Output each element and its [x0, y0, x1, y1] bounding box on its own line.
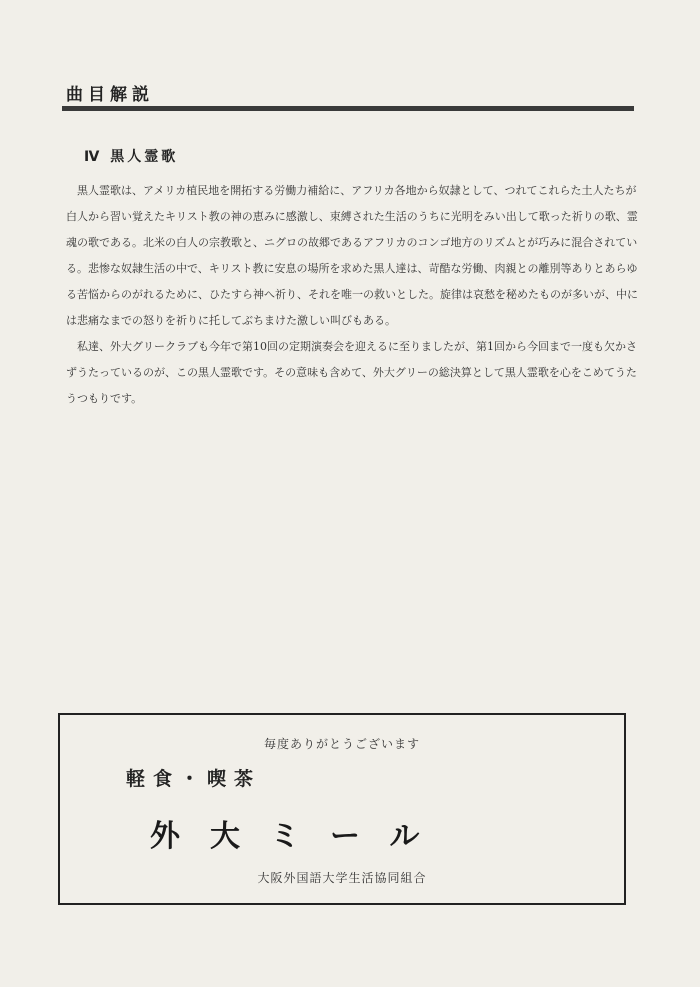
ad-greeting: 毎度ありがとうございます [263, 737, 420, 751]
title-underline-rule [62, 106, 634, 111]
ad-organization: 大阪外国語大学生活協同組合 [257, 871, 427, 885]
ad-category: 軽食・喫茶 [126, 768, 262, 790]
ad-shop-name: 外大ミール [150, 819, 450, 854]
commentary-body [66, 178, 638, 412]
page-section-title: 曲目解説 [66, 85, 154, 105]
advertisement-box [58, 713, 626, 905]
paragraph-1: 黒人霊歌は、アメリカ植民地を開拓する労働力補給に、アフリカ各地から奴隷として、つれてこれらた土人たちが白人から習い覚えたキリスト教の神の恵みに感激し、束縛された生活のうちに光明をみい出して歌った祈りの歌、霊魂の歌である。北米の白人の宗教歌と、ニグロの故郷であるアフリカのコンゴ地方のリズムとが巧みに混合されている。悲惨な奴隷生活の中で、キリスト教に安息の場所を求めた黒人達は、苛酷な労働、肉親との離別等ありとあらゆる苦悩からのがれるために、ひたすら神へ祈り、それを唯一の救いとした。旋律は哀愁を秘めたものが多いが、中には悲痛なまでの怒りを祈りに托してぶちまけた激しい叫びもある。 [66, 184, 638, 327]
subsection-title: Ⅳ 黒人霊歌 [84, 149, 179, 165]
paragraph-2: 私達、外大グリークラブも今年で第10回の定期演奏会を迎えるに至りましたが、第1回から今回まで一度も欠かさずうたっているのが、この黒人霊歌です。その意味も含めて、外大グリーの総決算として黒人霊歌を心をこめてうたうつもりです。 [66, 340, 637, 405]
